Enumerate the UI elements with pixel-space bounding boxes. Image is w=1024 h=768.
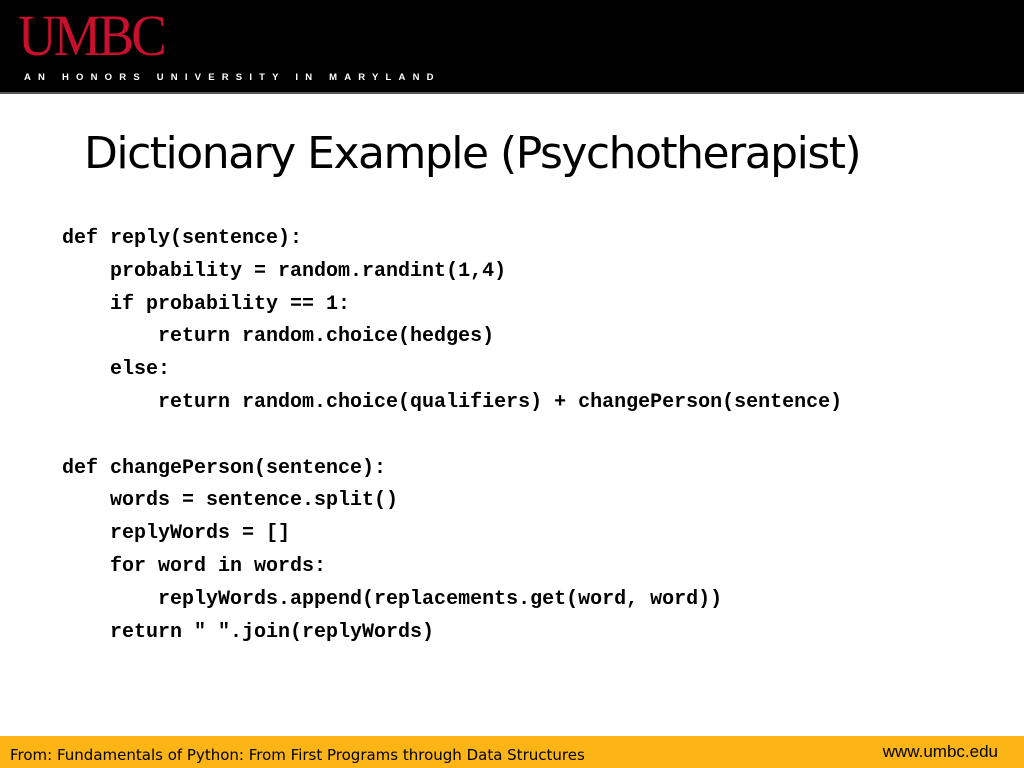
website-link[interactable]: www.umbc.edu: [882, 742, 998, 761]
code-line: return random.choice(qualifiers) + changePerson(sentence): [62, 390, 843, 414]
footer-bar: [0, 736, 1024, 768]
source-credit: From: Fundamentals of Python: From First Programs through Data Structures: [10, 746, 585, 764]
code-line: if probability == 1:: [62, 292, 351, 316]
code-block: [62, 223, 842, 649]
code-line: def reply(sentence):: [62, 227, 303, 250]
code-line: return random.choice(hedges): [62, 325, 495, 349]
code-line: else:: [62, 358, 171, 382]
code-line: words = sentence.split(): [62, 489, 399, 513]
code-line: replyWords = []: [62, 522, 291, 546]
header-divider: [0, 92, 1024, 94]
university-tagline: AN HONORS UNIVERSITY IN MARYLAND: [24, 72, 441, 83]
header-bar: [0, 0, 1024, 94]
code-line: for word in words:: [62, 554, 327, 578]
umbc-logo: UMBC: [18, 3, 165, 68]
code-line: def changePerson(sentence):: [62, 456, 387, 480]
code-line: [62, 420, 842, 453]
slide-title: Dictionary Example (Psychotherapist): [84, 128, 861, 179]
code-line: return " ".join(replyWords): [62, 620, 435, 644]
code-line: replyWords.append(replacements.get(word, word)): [62, 587, 723, 611]
code-line: probability = random.randint(1,4): [62, 259, 507, 283]
